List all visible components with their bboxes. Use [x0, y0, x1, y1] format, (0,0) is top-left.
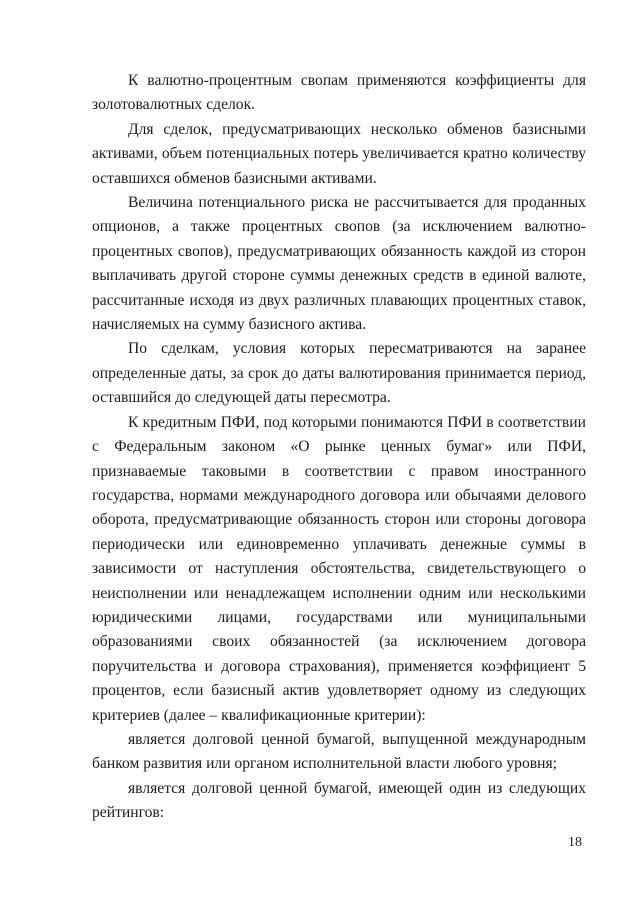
paragraph-potential-risk: Величина потенциального риска не рассчитывается для проданных опционов, а также процентных свопов (за исключением валютно-процентных свопов), предусматривающих обязанность каждой из сторон выплачивать другой стороне суммы денежных средств в единой валюте, рассчитанные исходя из двух различных плавающих процентных ставок, начисляемых на сумму базисного актива. [92, 194, 586, 334]
paragraph-multiple-exchanges: Для сделок, предусматривающих несколько обменов базисными активами, объем потенциальных потерь увеличивается кратно количеству оставшихся обменов базисными активами. [92, 120, 586, 187]
paragraph-credit-derivatives: К кредитным ПФИ, под которыми понимаются ПФИ в соответствии с Федеральным законом «О рынке ценных бумаг» или ПФИ, признаваемые таковыми в соответствии с правом иностранного государства, нормами международного договора или обычаями делового оборота, предусматривающие обязанность сторон или стороны договора периодически или единовременно уплачивать денежные суммы в зависимости от наступления обстоятельства, свидетельствующего о неисполнении или ненадлежащем исполнении одним или несколькими юридическими лицами, государствами или муниципальными образованиями своих обязанностей (за исключением договора поручительства и договора страхования), применяется коэффициент 5 процентов, если базисный актив удовлетворяет одному из следующих критериев (далее – квалификационные критерии): [92, 413, 586, 724]
paragraph-currency-interest-swaps: К валютно-процентным свопам применяются коэффициенты для золотовалютных сделок. [92, 72, 586, 114]
paragraph-criterion-rating: является долговой ценной бумагой, имеющей один из следующих рейтингов: [92, 779, 586, 822]
page-number: 18 [568, 835, 582, 850]
document-body [92, 69, 586, 826]
paragraph-revised-terms: По сделкам, условия которых пересматриваются на заранее определенные даты, за срок до даты валютирования принимается период, оставшийся до следующей даты пересмотра. [92, 340, 586, 407]
paragraph-criterion-development-bank: является долговой ценной бумагой, выпущенной международным банком развития или органом исполнительной власти любого уровня; [92, 730, 586, 773]
